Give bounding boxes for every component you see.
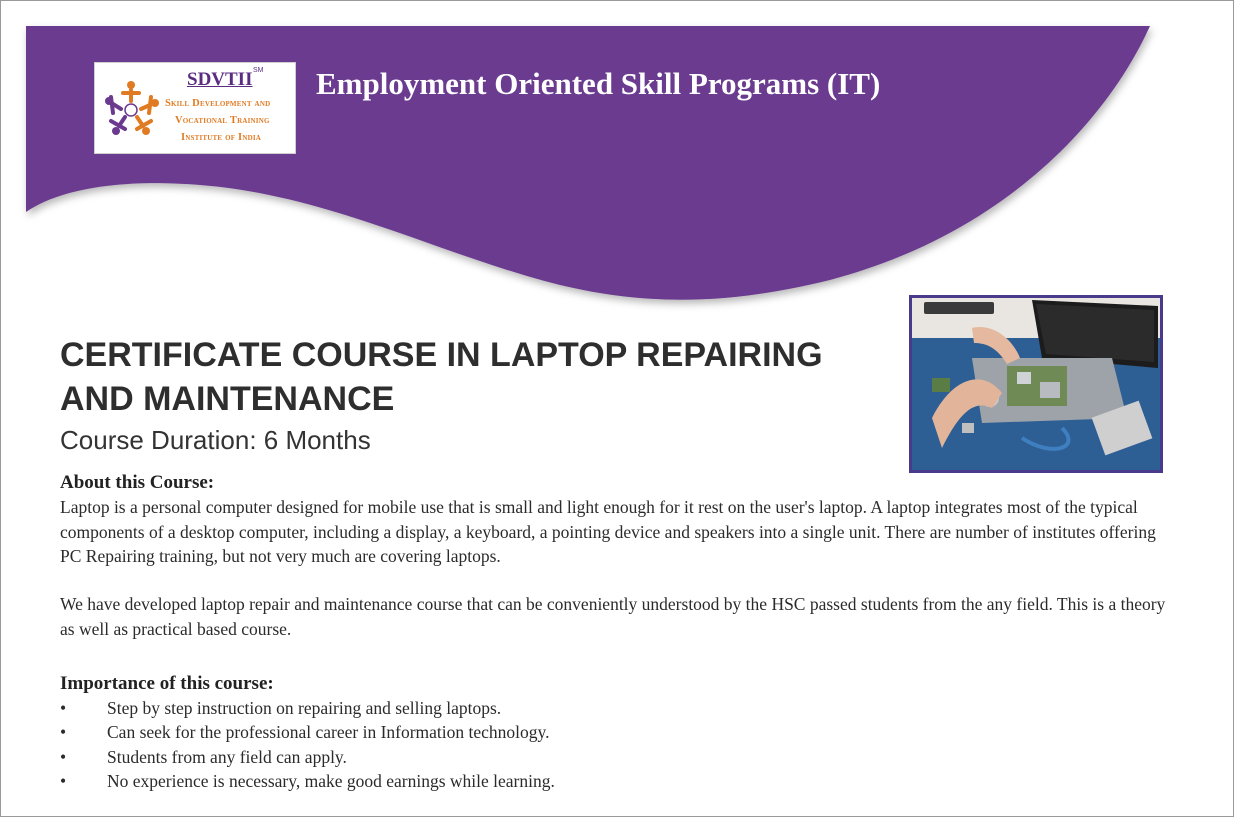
list-item [60, 696, 555, 720]
list-item [60, 720, 555, 744]
logo-line-2: Vocational Training [175, 115, 270, 126]
laptop-repair-photo [909, 295, 1163, 473]
program-title: Employment Oriented Skill Programs (IT) [316, 66, 881, 101]
people-circle-icon [99, 77, 163, 141]
bullet-icon: • [60, 698, 67, 718]
importance-heading: Importance of this course: [60, 673, 274, 694]
bullet-icon: • [60, 722, 67, 743]
logo-line-3: Institute of India [181, 132, 262, 143]
course-title: CERTIFICATE COURSE IN LAPTOP REPAIRING AND MAINTENANCE [60, 336, 823, 418]
about-paragraph-1: Laptop is a personal computer designed for mobile use that is small and light enough for it rest on the user's laptop. A laptop integrates most of the typical components of a desktop computer, including a display, a keyboard, a pointing device and speakers into a single unit. There are number of institutes offering PC Repairing training, but not very much are covering laptops. [60, 497, 1156, 566]
laptop-repair-illustration [912, 298, 1160, 470]
course-duration: Course Duration: 6 Months [60, 425, 371, 455]
logo-abbreviation: SDVTII [187, 69, 253, 90]
header-banner [0, 0, 1234, 330]
logo-service-mark: SM [253, 67, 264, 74]
list-item-text: No experience is necessary, make good earnings while learning. [107, 770, 555, 791]
logo-line-1: Skill Development and [165, 98, 271, 109]
about-heading: About this Course: [60, 472, 215, 493]
bullet-icon: • [60, 746, 67, 767]
institute-logo [94, 62, 296, 154]
importance-list [60, 696, 555, 793]
about-paragraph-2: We have developed laptop repair and maintenance course that can be conveniently understood by the HSC passed students from the any field. This is a theory as well as practical based course. [60, 594, 1166, 639]
list-item-text: Can seek for the professional career in Information technology. [107, 722, 550, 743]
list-item-text: Step by step instruction on repairing and selling laptops. [107, 698, 502, 718]
list-item [60, 745, 555, 769]
list-item-text: Students from any field can apply. [107, 746, 347, 767]
bullet-icon: • [60, 770, 67, 791]
list-item [60, 769, 555, 793]
